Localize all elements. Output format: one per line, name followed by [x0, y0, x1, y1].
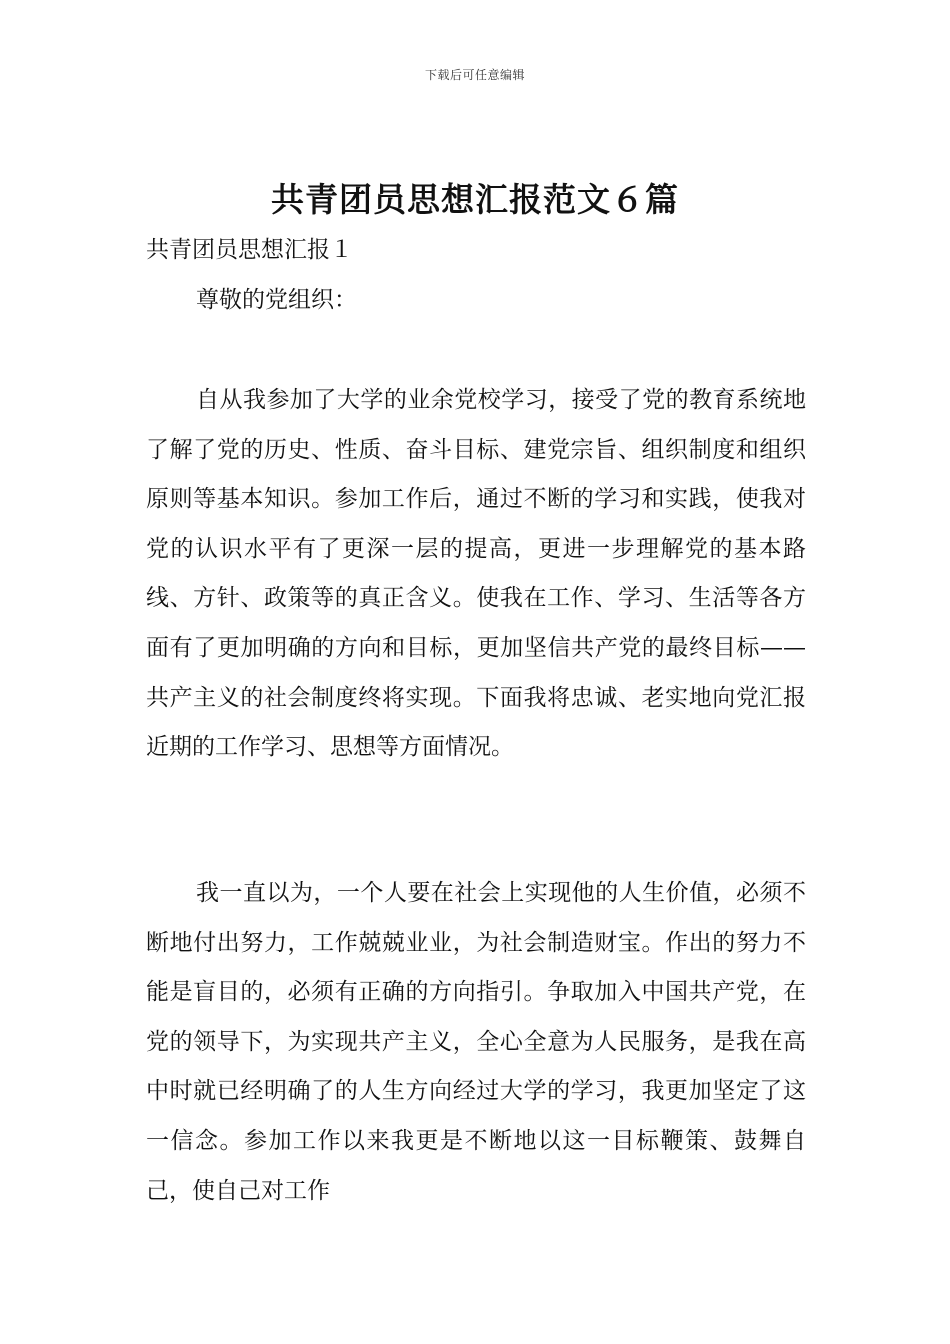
- document-title: 共青团员思想汇报范文６篇: [271, 180, 679, 219]
- header-note: 下载后可任意编辑: [424, 68, 525, 82]
- salutation: 尊敬的党组织：: [196, 287, 357, 313]
- body-paragraph-2: 我一直以为，一个人要在社会上实现他的人生价值，必须不断地付出努力，工作兢兢业业，为社会制造财宝。作出的努力不能是盲目的，必须有正确的方向指引。争取加入中国共产党，在党的领导下，为实现共产主义，全心全意为人民服务，是我在高中时就已经明确了的人生方向经过大学的学习，我更加坚定了这一信念。参加工作以来我更是不断地以这一目标鞭策、鼓舞自己，使自己对工作: [146, 880, 806, 1204]
- body-paragraph-1: 自从我参加了大学的业余党校学习，接受了党的教育系统地了解了党的历史、性质、奋斗目标、建党宗旨、组织制度和组织原则等基本知识。参加工作后，通过不断的学习和实践，使我对党的认识水平有了更深一层的提高，更进一步理解党的基本路线、方针、政策等的真正含义。使我在工作、学习、生活等各方面有了更加明确的方向和目标，更加坚信共产党的最终目标——共产主义的社会制度终将实现。下面我将忠诚、老实地向党汇报近期的工作学习、思想等方面情况。: [146, 387, 806, 761]
- section-heading: 共青团员思想汇报１: [146, 237, 353, 263]
